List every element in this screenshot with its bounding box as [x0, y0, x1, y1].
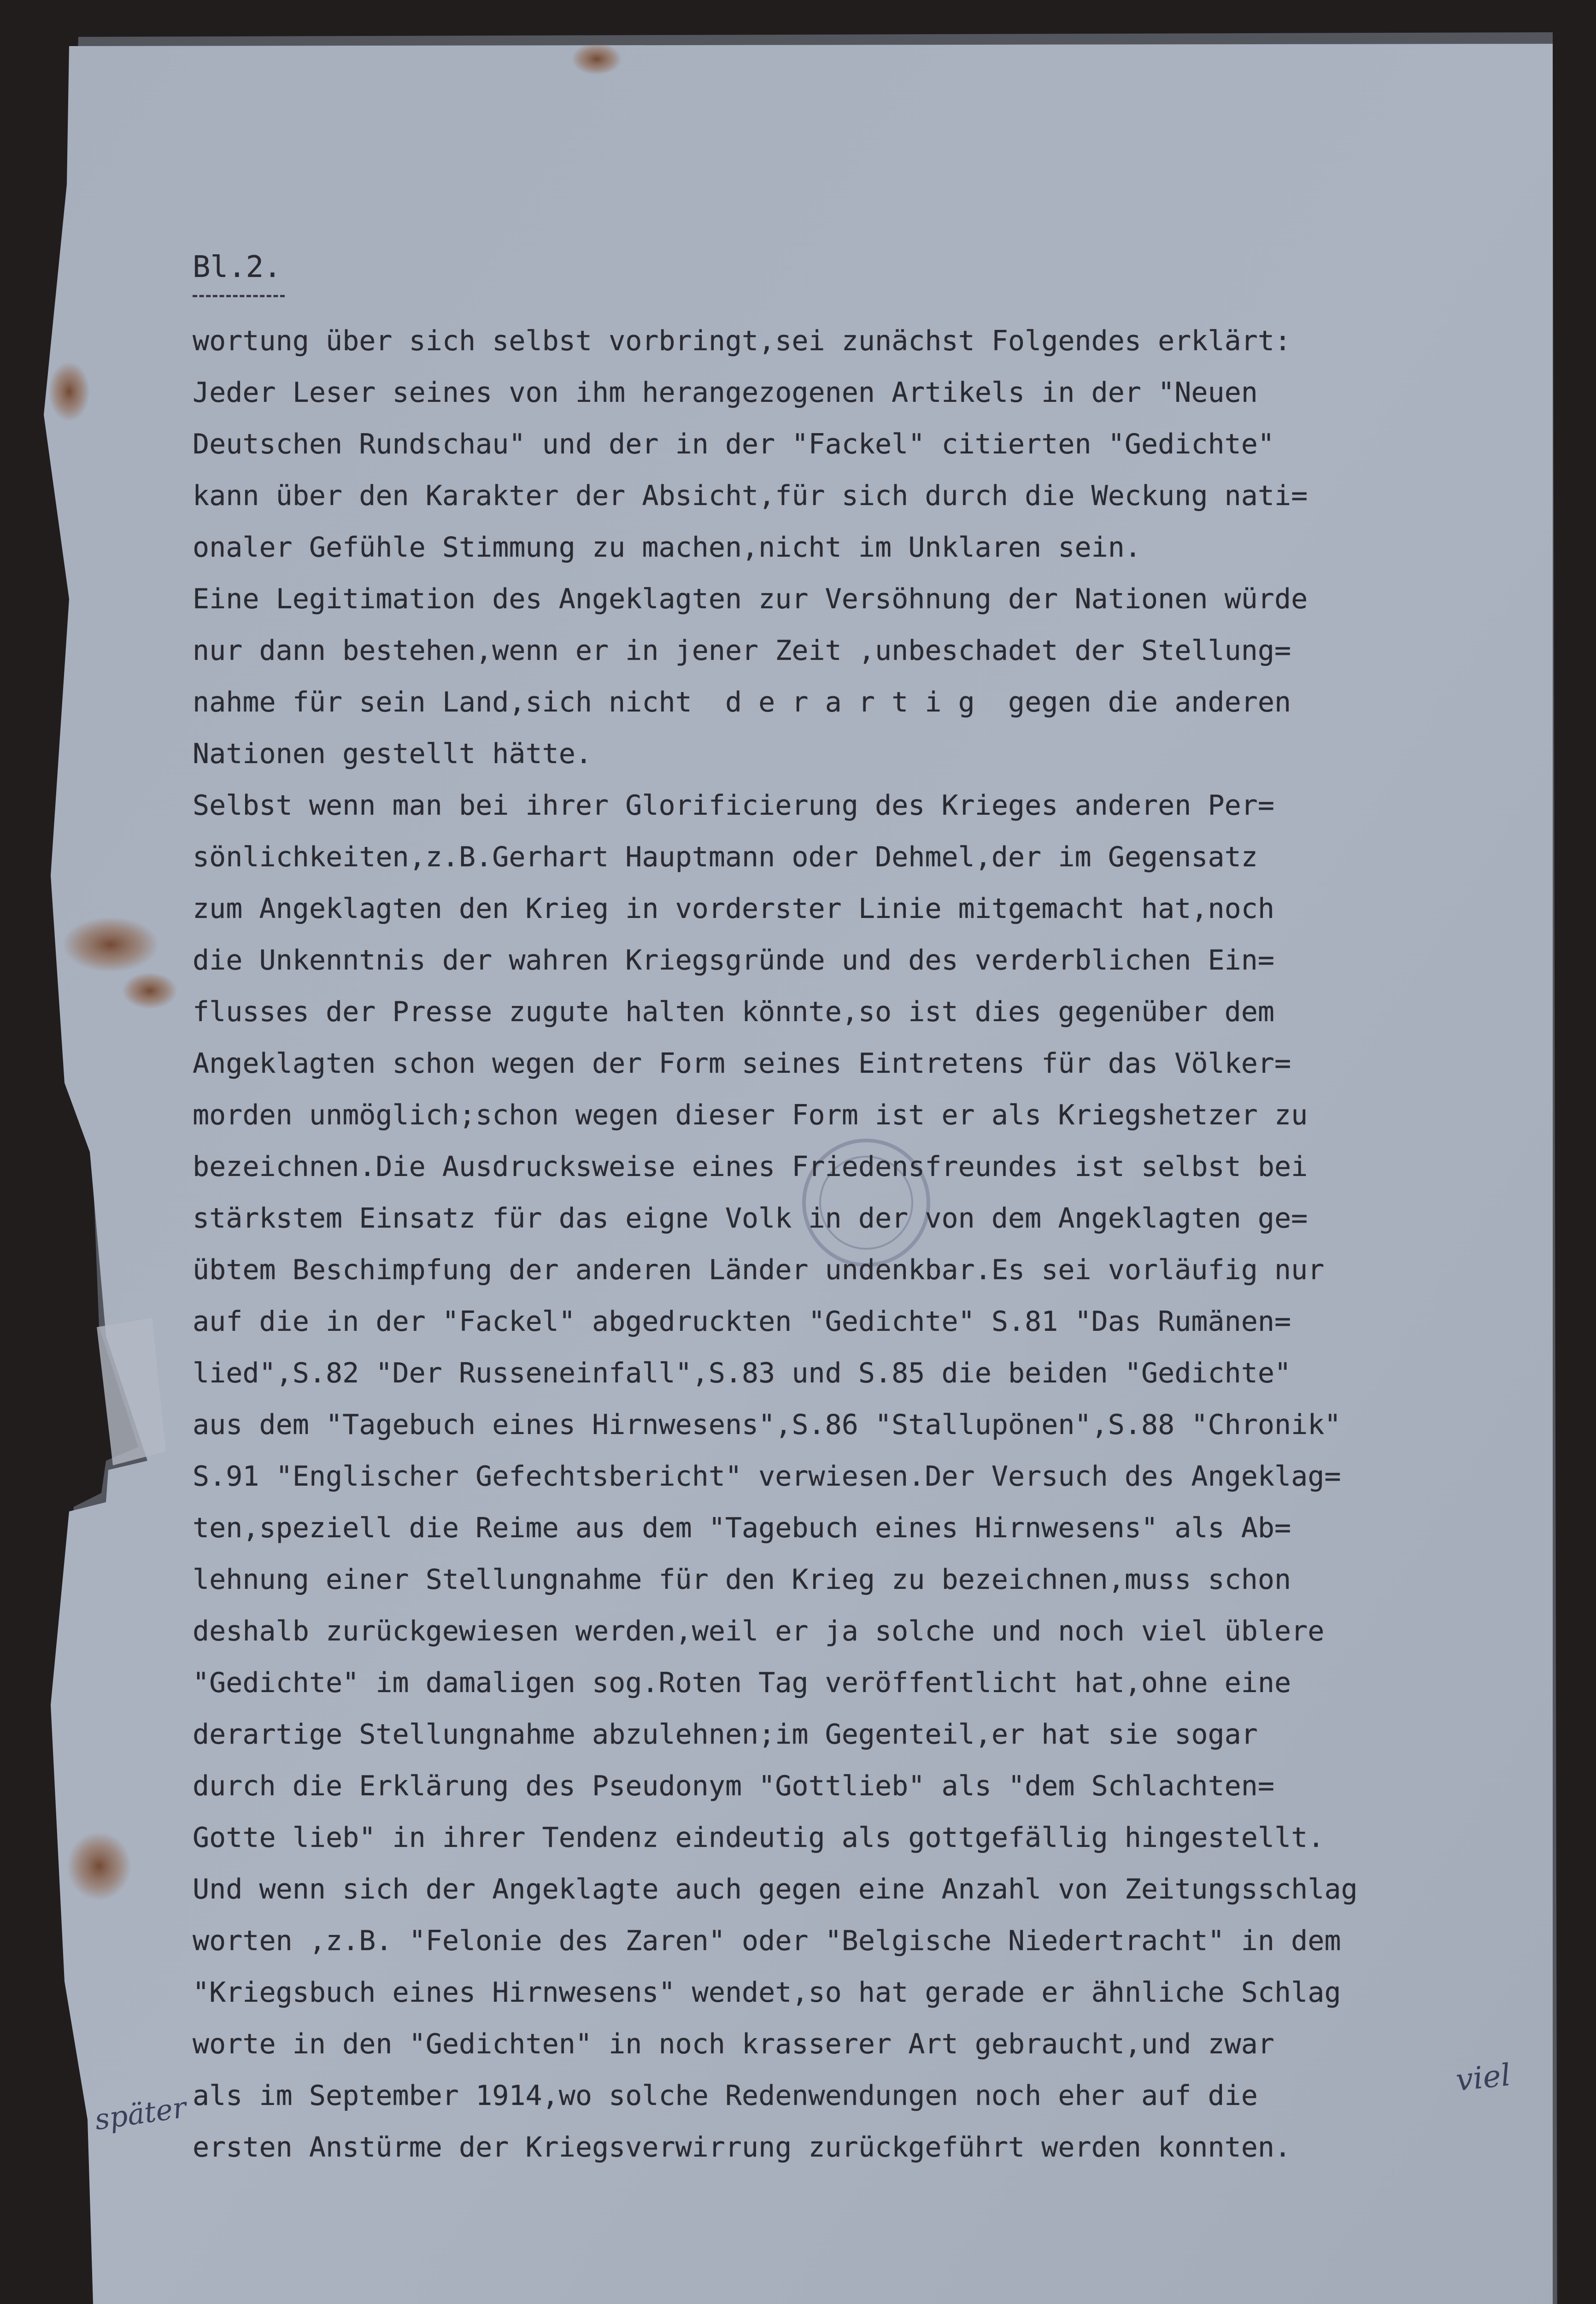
text-line: aus dem "Tagebuch eines Hirnwesens",S.86 "Stallupönen",S.88 "Chronik"	[193, 1409, 1341, 1441]
text-line: onaler Gefühle Stimmung zu machen,nicht im Unklaren sein.	[193, 531, 1142, 564]
text-line: worte in den "Gedichten" in noch krasserer Art gebraucht,und zwar	[193, 2028, 1274, 2060]
text-line: auf die in der "Fackel" abgedruckten "Gedichte" S.81 "Das Rumänen=	[193, 1305, 1291, 1338]
text-line: nahme für sein Land,sich nicht d e r a r t i g gegen die anderen	[193, 686, 1291, 718]
text-line: worten ,z.B. "Felonie des Zaren" oder "Belgische Niedertracht" in dem	[193, 1925, 1341, 1957]
text-line: derartige Stellungnahme abzulehnen;im Gegenteil,er hat sie sogar	[193, 1718, 1258, 1751]
text-line: durch die Erklärung des Pseudonym "Gottlieb" als "dem Schlachten=	[193, 1770, 1274, 1802]
text-line: Angeklagten schon wegen der Form seines Eintretens für das Völker=	[193, 1047, 1291, 1080]
text-line: "Gedichte" im damaligen sog.Roten Tag veröffentlicht hat,ohne eine	[193, 1667, 1291, 1699]
page-number-underline	[193, 295, 285, 297]
text-line: wortung über sich selbst vorbringt,sei zunächst Folgendes erklärt:	[193, 325, 1291, 357]
text-line: Selbst wenn man bei ihrer Glorificierung des Krieges anderen Per=	[193, 789, 1274, 822]
text-line: als im September 1914,wo solche Redenwendungen noch eher auf die	[193, 2080, 1258, 2112]
text-line: lied",S.82 "Der Russeneinfall",S.83 und S.85 die beiden "Gedichte"	[193, 1357, 1291, 1389]
text-line: Jeder Leser seines von ihm herangezogenen Artikels in der "Neuen	[193, 376, 1258, 409]
text-line: stärkstem Einsatz für das eigne Volk in der von dem Angeklagten ge=	[193, 1202, 1308, 1234]
text-line: Und wenn sich der Angeklagte auch gegen eine Anzahl von Zeitungsschlag	[193, 1873, 1358, 1905]
handwritten-margin-note: später	[92, 2090, 188, 2137]
page-number: Bl.2.	[193, 250, 282, 284]
text-line: übtem Beschimpfung der anderen Länder undenkbar.Es sei vorläufig nur	[193, 1254, 1325, 1286]
handwritten-inline-note: viel	[1454, 2057, 1513, 2098]
text-line: "Kriegsbuch eines Hirnwesens" wendet,so hat gerade er ähnliche Schlag	[193, 1976, 1341, 2009]
text-line: kann über den Karakter der Absicht,für sich durch die Weckung nati=	[193, 480, 1308, 512]
text-line: die Unkenntnis der wahren Kriegsgründe und des verderblichen Ein=	[193, 944, 1274, 976]
text-line: flusses der Presse zugute halten könnte,so ist dies gegenüber dem	[193, 996, 1274, 1028]
text-line: ten,speziell die Reime aus dem "Tagebuch eines Hirnwesens" als Ab=	[193, 1512, 1291, 1544]
text-line: lehnung einer Stellungnahme für den Krieg zu bezeichnen,muss schon	[193, 1563, 1291, 1596]
text-line: S.91 "Englischer Gefechtsbericht" verwiesen.Der Versuch des Angeklag=	[193, 1460, 1341, 1493]
text-line: Nationen gestellt hätte.	[193, 738, 592, 770]
text-line: Deutschen Rundschau" und der in der "Fackel" citierten "Gedichte"	[193, 428, 1274, 460]
text-line: deshalb zurückgewiesen werden,weil er ja solche und noch viel üblere	[193, 1615, 1325, 1647]
text-line: morden unmöglich;schon wegen dieser Form ist er als Kriegshetzer zu	[193, 1099, 1308, 1131]
text-line: bezeichnen.Die Ausdrucksweise eines Friedensfreundes ist selbst bei	[193, 1151, 1308, 1183]
text-line: zum Angeklagten den Krieg in vorderster Linie mitgemacht hat,noch	[193, 893, 1274, 925]
text-line: Gotte lieb" in ihrer Tendenz eindeutig als gottgefällig hingestellt.	[193, 1822, 1325, 1854]
text-line: sönlichkeiten,z.B.Gerhart Hauptmann oder Dehmel,der im Gegensatz	[193, 841, 1258, 873]
text-line: nur dann bestehen,wenn er in jener Zeit ,unbeschadet der Stellung=	[193, 635, 1291, 667]
text-line: ersten Anstürme der Kriegsverwirrung zurückgeführt werden konnten.	[193, 2131, 1291, 2163]
text-line: Eine Legitimation des Angeklagten zur Versöhnung der Nationen würde	[193, 583, 1308, 615]
